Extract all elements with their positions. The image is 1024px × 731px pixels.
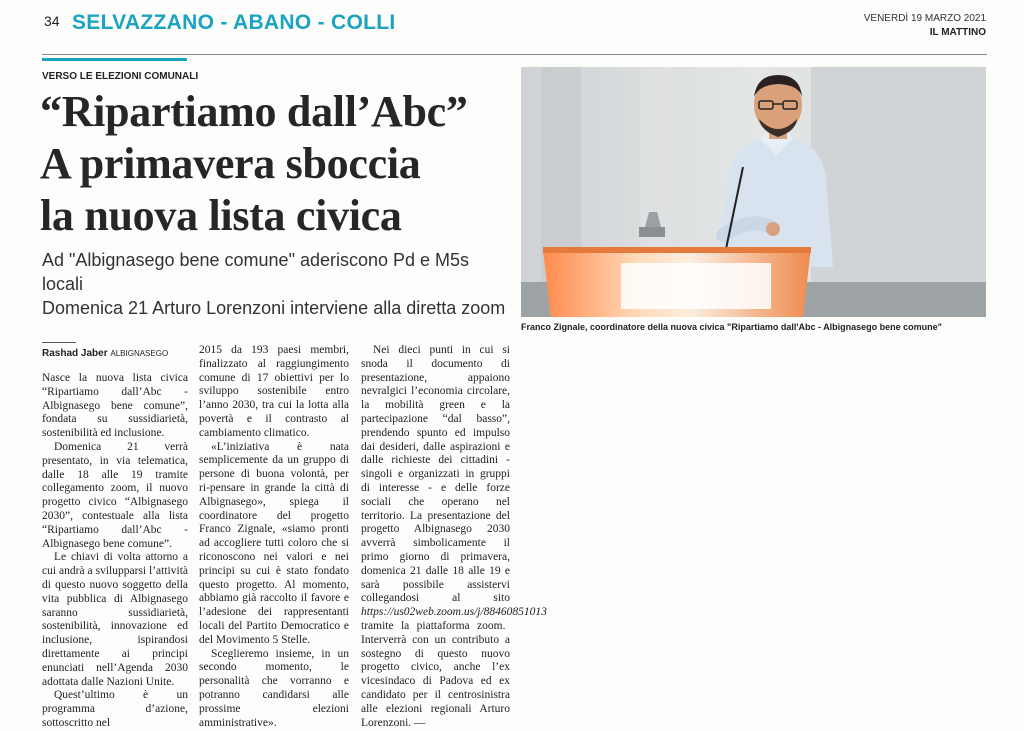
article-kicker: VERSO LE ELEZIONI COMUNALI	[42, 71, 199, 82]
subhead-line: Ad "Albignasego bene comune" aderiscono Pd e M5s locali	[42, 250, 470, 294]
zoom-link[interactable]: https://us02web.zoom.us/j/88460851013	[361, 606, 547, 619]
section-title: SELVAZZANO - ABANO - COLLI	[72, 11, 396, 34]
body-text: tramite la piattaforma zoom. Interverrà con un contributo a sostegno di questo nuovo progetto civico, anche l’ex vicesindaco di Padova ed ex candidato per il centrosinistra alle elezioni regionali Arturo Lorenzoni. —	[361, 619, 510, 729]
article-column-3	[361, 344, 547, 730]
body-paragraph: Nasce la nuova lista civica “Ripartiamo dall’Abc - Albignasego bene comune”, fondata su sussidiarietà, sostenibilità ed inclusione.	[42, 372, 188, 440]
headline-line: A primavera sboccia	[40, 139, 421, 188]
byline-rule	[42, 342, 76, 343]
subhead-line: Domenica 21 Arturo Lorenzoni interviene alla diretta zoom	[42, 298, 506, 318]
issue-date: VENERDÌ 19 MARZO 2021	[863, 13, 986, 24]
body-paragraph: Sceglieremo insieme, in un secondo momento, le personalità che vorranno e potranno candidarsi alle prossime elezioni amministrative».	[199, 647, 349, 729]
article-column-2	[199, 344, 349, 730]
speaker-photo-illustration	[521, 67, 986, 317]
photo-caption: Franco Zignale, coordinatore della nuova civica "Ripartiamo dall'Abc - Albignasego bene comune"	[521, 322, 942, 332]
body-paragraph: «L’iniziativa è nata semplicemente da un gruppo di persone di buona volontà, per ri-pensare in grande la città di Albignasego», spiega il coordinatore del progetto Franco Zignale, «siamo pronti ad accogliere tutti coloro che si riconoscono nei valori e nei principi su cui è stato fondato questo progetto. Al momento, abbiamo già raccolto il favore e l’adesione dei rappresentanti locali del Partito Democratico e del Movimento 5 Stelle.	[199, 440, 349, 646]
article-photo	[521, 67, 986, 317]
article-column-1	[42, 372, 188, 731]
body-paragraph: Le chiavi di volta attorno a cui andrà a svilupparsi l’attività di questo nuovo soggetto della vita pubblica di Albignasego saranno sussidiarietà, sostenibilità, innovazione ed inclusione, ispirandosi direttamente ai principi enunciati nell’Agenda 2030 adottata dalle Nazioni Unite.	[42, 551, 188, 688]
article-headline	[40, 86, 520, 242]
header-rule	[42, 54, 987, 55]
headline-line: “Ripartiamo dall’Abc”	[40, 87, 468, 136]
section-accent-bar	[42, 58, 187, 61]
body-paragraph: Domenica 21 verrà presentato, in via telematica, dalle 18 alle 19 tramite collegamento zoom, il nuovo progetto civico “Albignasego 2030”, contestuale alla lista “Ripartiamo dall’Abc - Albignasego bene comune”.	[42, 440, 188, 550]
dateline-location: ALBIGNASEGO	[110, 349, 169, 358]
newspaper-name: IL MATTINO	[929, 27, 986, 38]
body-paragraph: 2015 da 193 paesi membri, finalizzato al raggiungimento comune di 17 obiettivi per lo sviluppo sostenibile entro l’anno 2030, tra cui la lotta alla povertà e il contrasto al cambiamento climatico.	[199, 344, 349, 439]
body-text: Nei dieci punti in cui si snoda il documento di presentazione, appaiono nevralgici l’economia circolare, la mobilità green e la partecipazione “dal basso”, prendendo spunto ed impulso dai desideri, dalle aspirazioni e dalle richieste dei cittadini - singoli e organizzati in gruppi di interesse - e delle forze sociali che operano nel territorio. La presentazione del progetto Albignasego 2030 avverrà simbolicamente il primo giorno di primavera, domenica 21 dalle 18 alle 19 e sarà possibile assistervi collegandosi al sito	[361, 344, 510, 605]
page-number: 34	[44, 13, 60, 29]
page-header	[0, 0, 1024, 60]
body-paragraph: Quest’ultimo è un programma d’azione, sottoscritto nel	[42, 689, 188, 729]
article-subhead	[42, 248, 512, 320]
byline	[42, 348, 168, 359]
body-paragraph	[361, 344, 547, 730]
author-name: Rashad Jaber	[42, 348, 108, 359]
headline-line: la nuova lista civica	[40, 191, 402, 240]
